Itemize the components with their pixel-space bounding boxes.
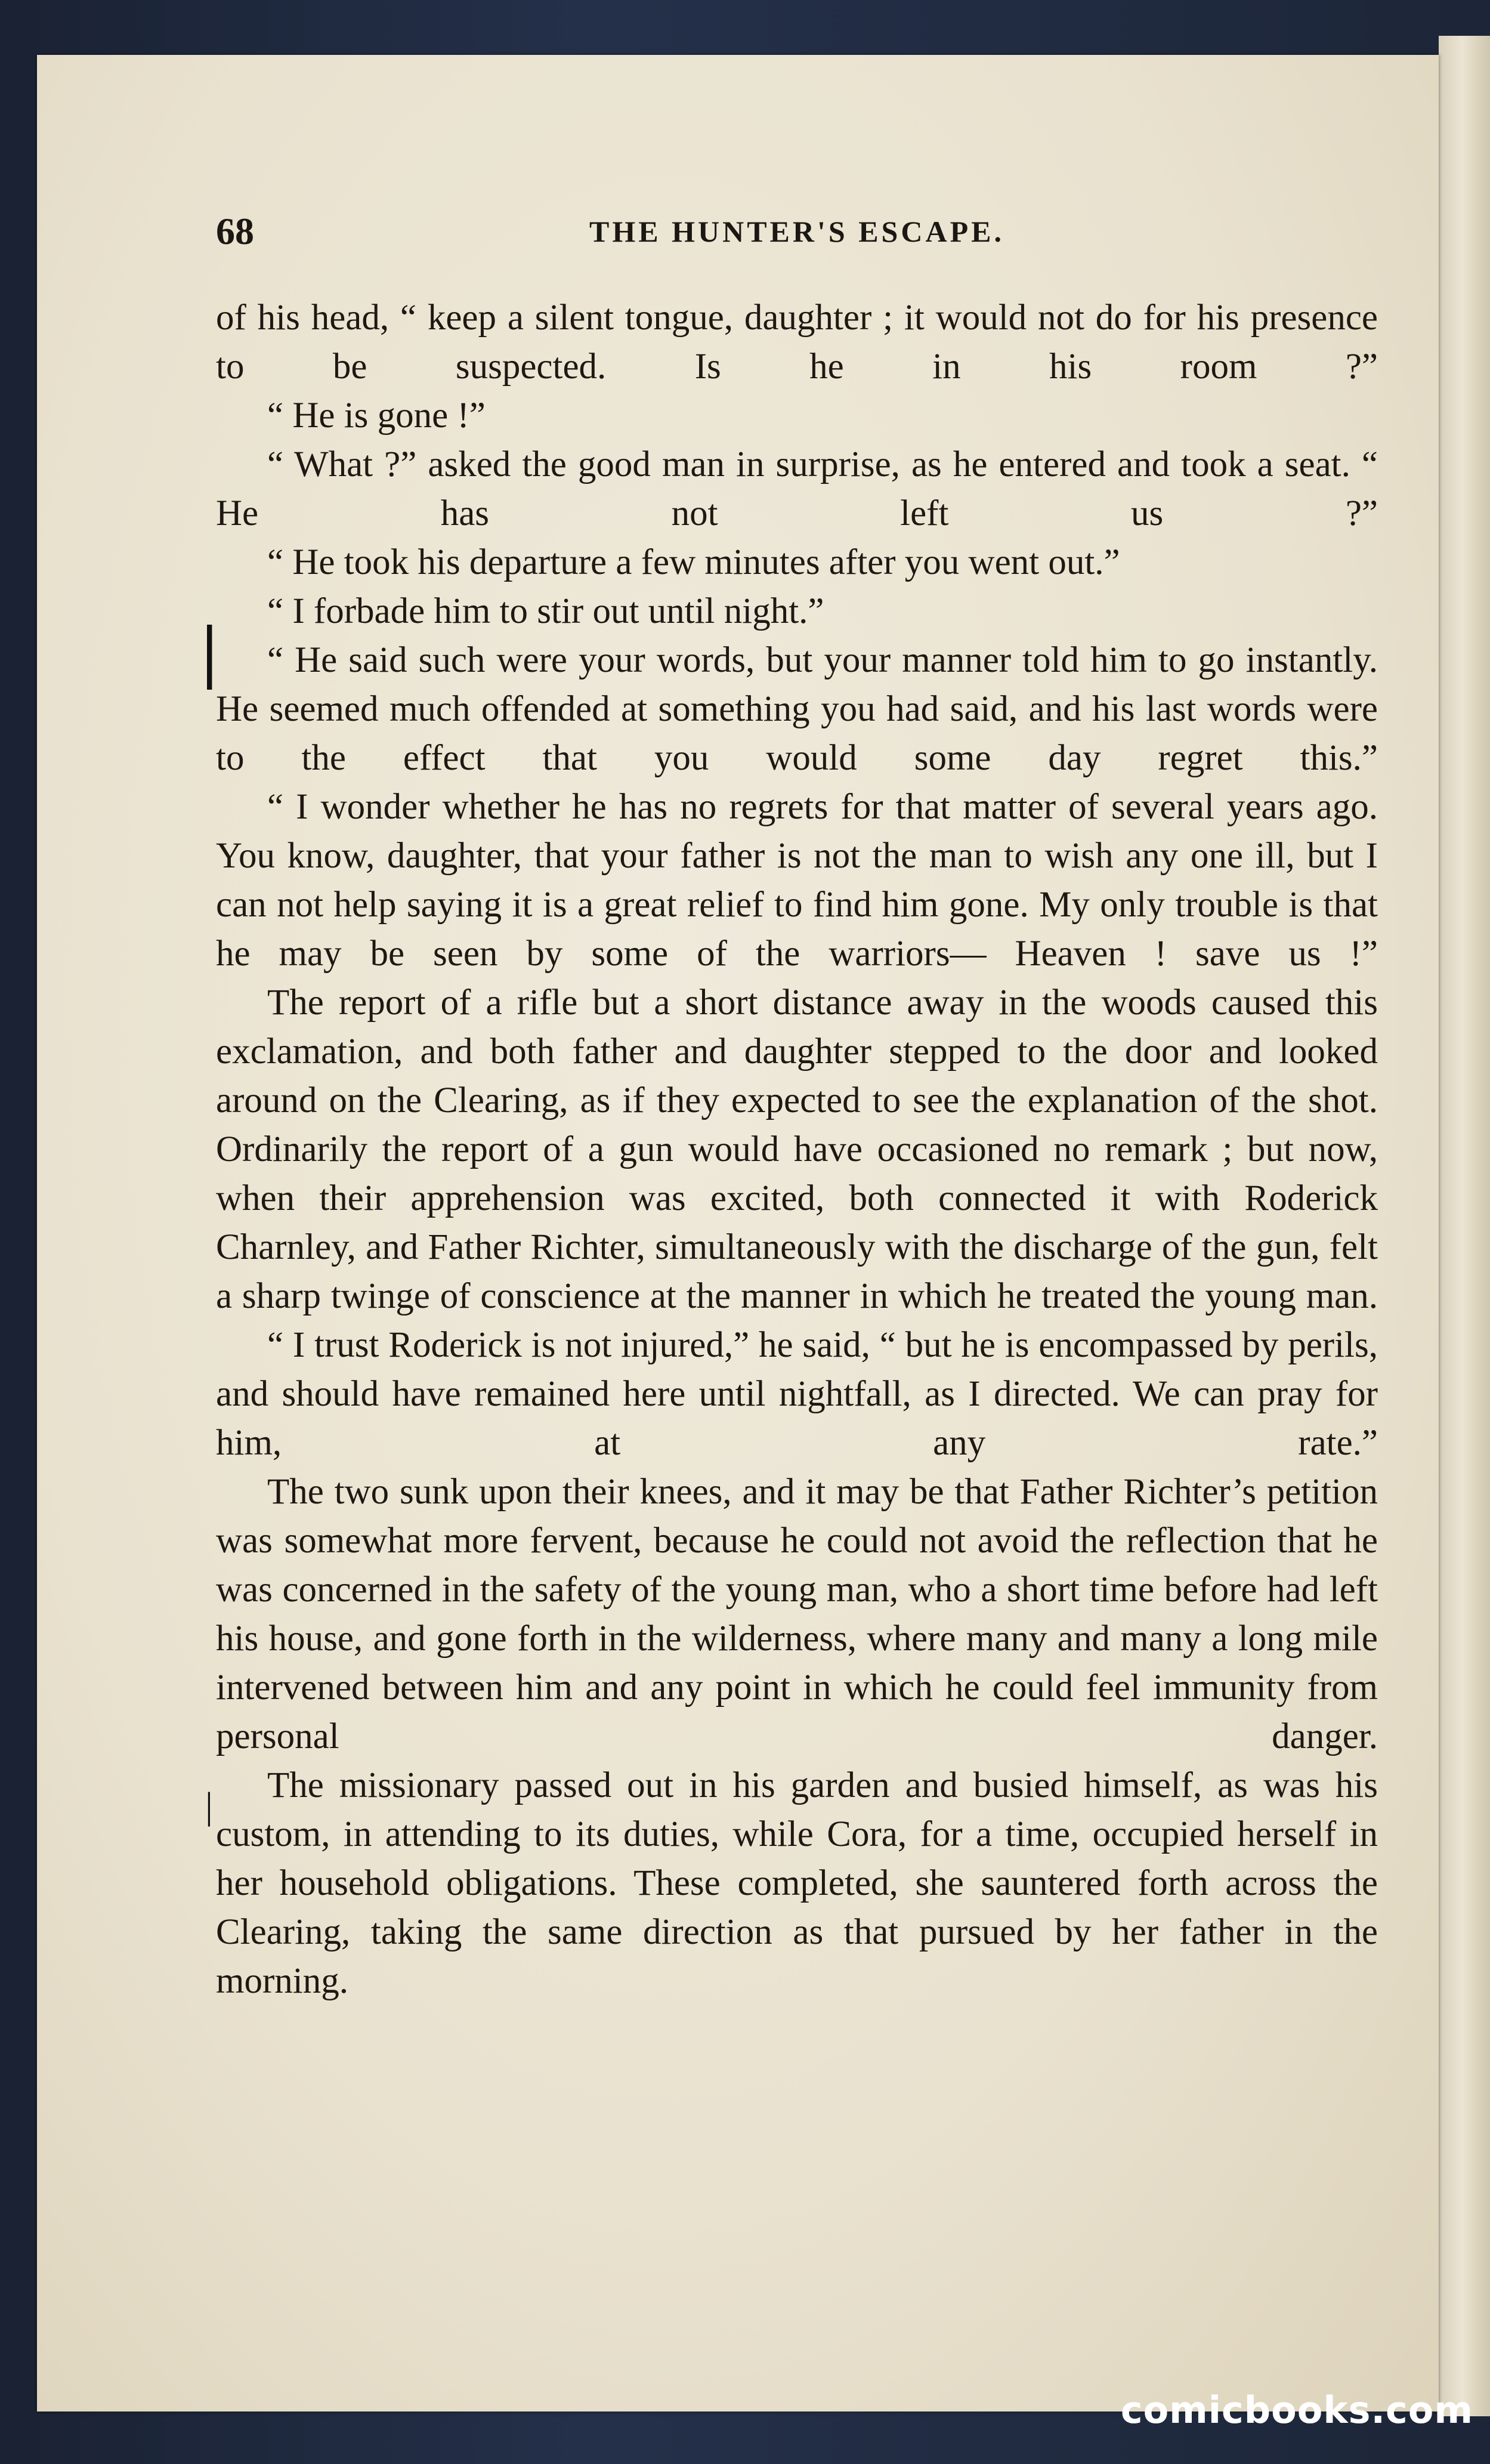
margin-pencil-mark: | xyxy=(205,1784,213,1827)
running-head: THE HUNTER'S ESCAPE. xyxy=(589,215,1004,248)
paragraph: The report of a rifle but a short distance away in the woods caused this exclamation, and both father and daughter stepped to the door and looked around on the Clearing, as if they expected to see the explanation of the shot. Ordinarily the report of a gun would have occasioned no remark ; but now, when their apprehension was excited, both connected it with Roderick Charnley, and Father Richter, simultaneously with the discharge of the gun, felt a sharp twinge of conscience at the manner in which he treated the young man. xyxy=(216,983,1378,1316)
paragraph: “ He is gone !” xyxy=(267,396,486,436)
page-body xyxy=(216,294,1378,2006)
paragraph: “ He took his departure a few minutes after you went out.” xyxy=(267,542,1120,582)
paragraph: of his head, “ keep a silent tongue, daughter ; it would not do for his presence to be suspected. Is he in his room ?” xyxy=(216,298,1378,387)
paragraph: “ He said such were your words, but your manner told him to go instantly. He seemed much offended at something you had said, and his last words were to the effect that you would some day regret this.” xyxy=(216,640,1378,778)
paragraph: “ I forbade him to stir out until night.” xyxy=(267,591,824,631)
watermark: comicbooks.com xyxy=(1120,2388,1473,2432)
facing-page-edge xyxy=(1439,36,1490,2416)
page-number: 68 xyxy=(216,210,254,252)
paragraph: “ I trust Roderick is not injured,” he said, “ but he is encompassed by perils, and should have remained here until nightfall, as I directed. We can pray for him, at any rate.” xyxy=(216,1325,1378,1463)
paragraph: “ I wonder whether he has no regrets for that matter of several years ago. You know, daughter, that your father is not the man to wish any one ill, but I can not help saying it is a great relief to find him gone. My only trouble is that he may be seen by some of the warriors— Heaven ! save us !” xyxy=(216,787,1378,974)
page-header xyxy=(216,208,1378,255)
paragraph: The two sunk upon their knees, and it may be that Father Richter’s petition was somewhat more fervent, because he could not avoid the reflection that he was concerned in the safety of the young man, who a short time before had left his house, and gone forth in the wilderness, where many and many a long mile intervened between him and any point in which he could feel immunity from personal danger. xyxy=(216,1472,1378,1756)
paragraph: The missionary passed out in his garden and busied himself, as was his custom, in attending to its duties, while Cora, for a time, occupied herself in her household obligations. These completed, she sauntered forth across the Clearing, taking the same direction as that pursued by her father in the morning. xyxy=(216,1765,1378,2001)
paragraph: “ What ?” asked the good man in surprise, as he entered and took a seat. “ He has not left us ?” xyxy=(216,444,1378,533)
margin-pencil-mark: | xyxy=(202,610,218,690)
